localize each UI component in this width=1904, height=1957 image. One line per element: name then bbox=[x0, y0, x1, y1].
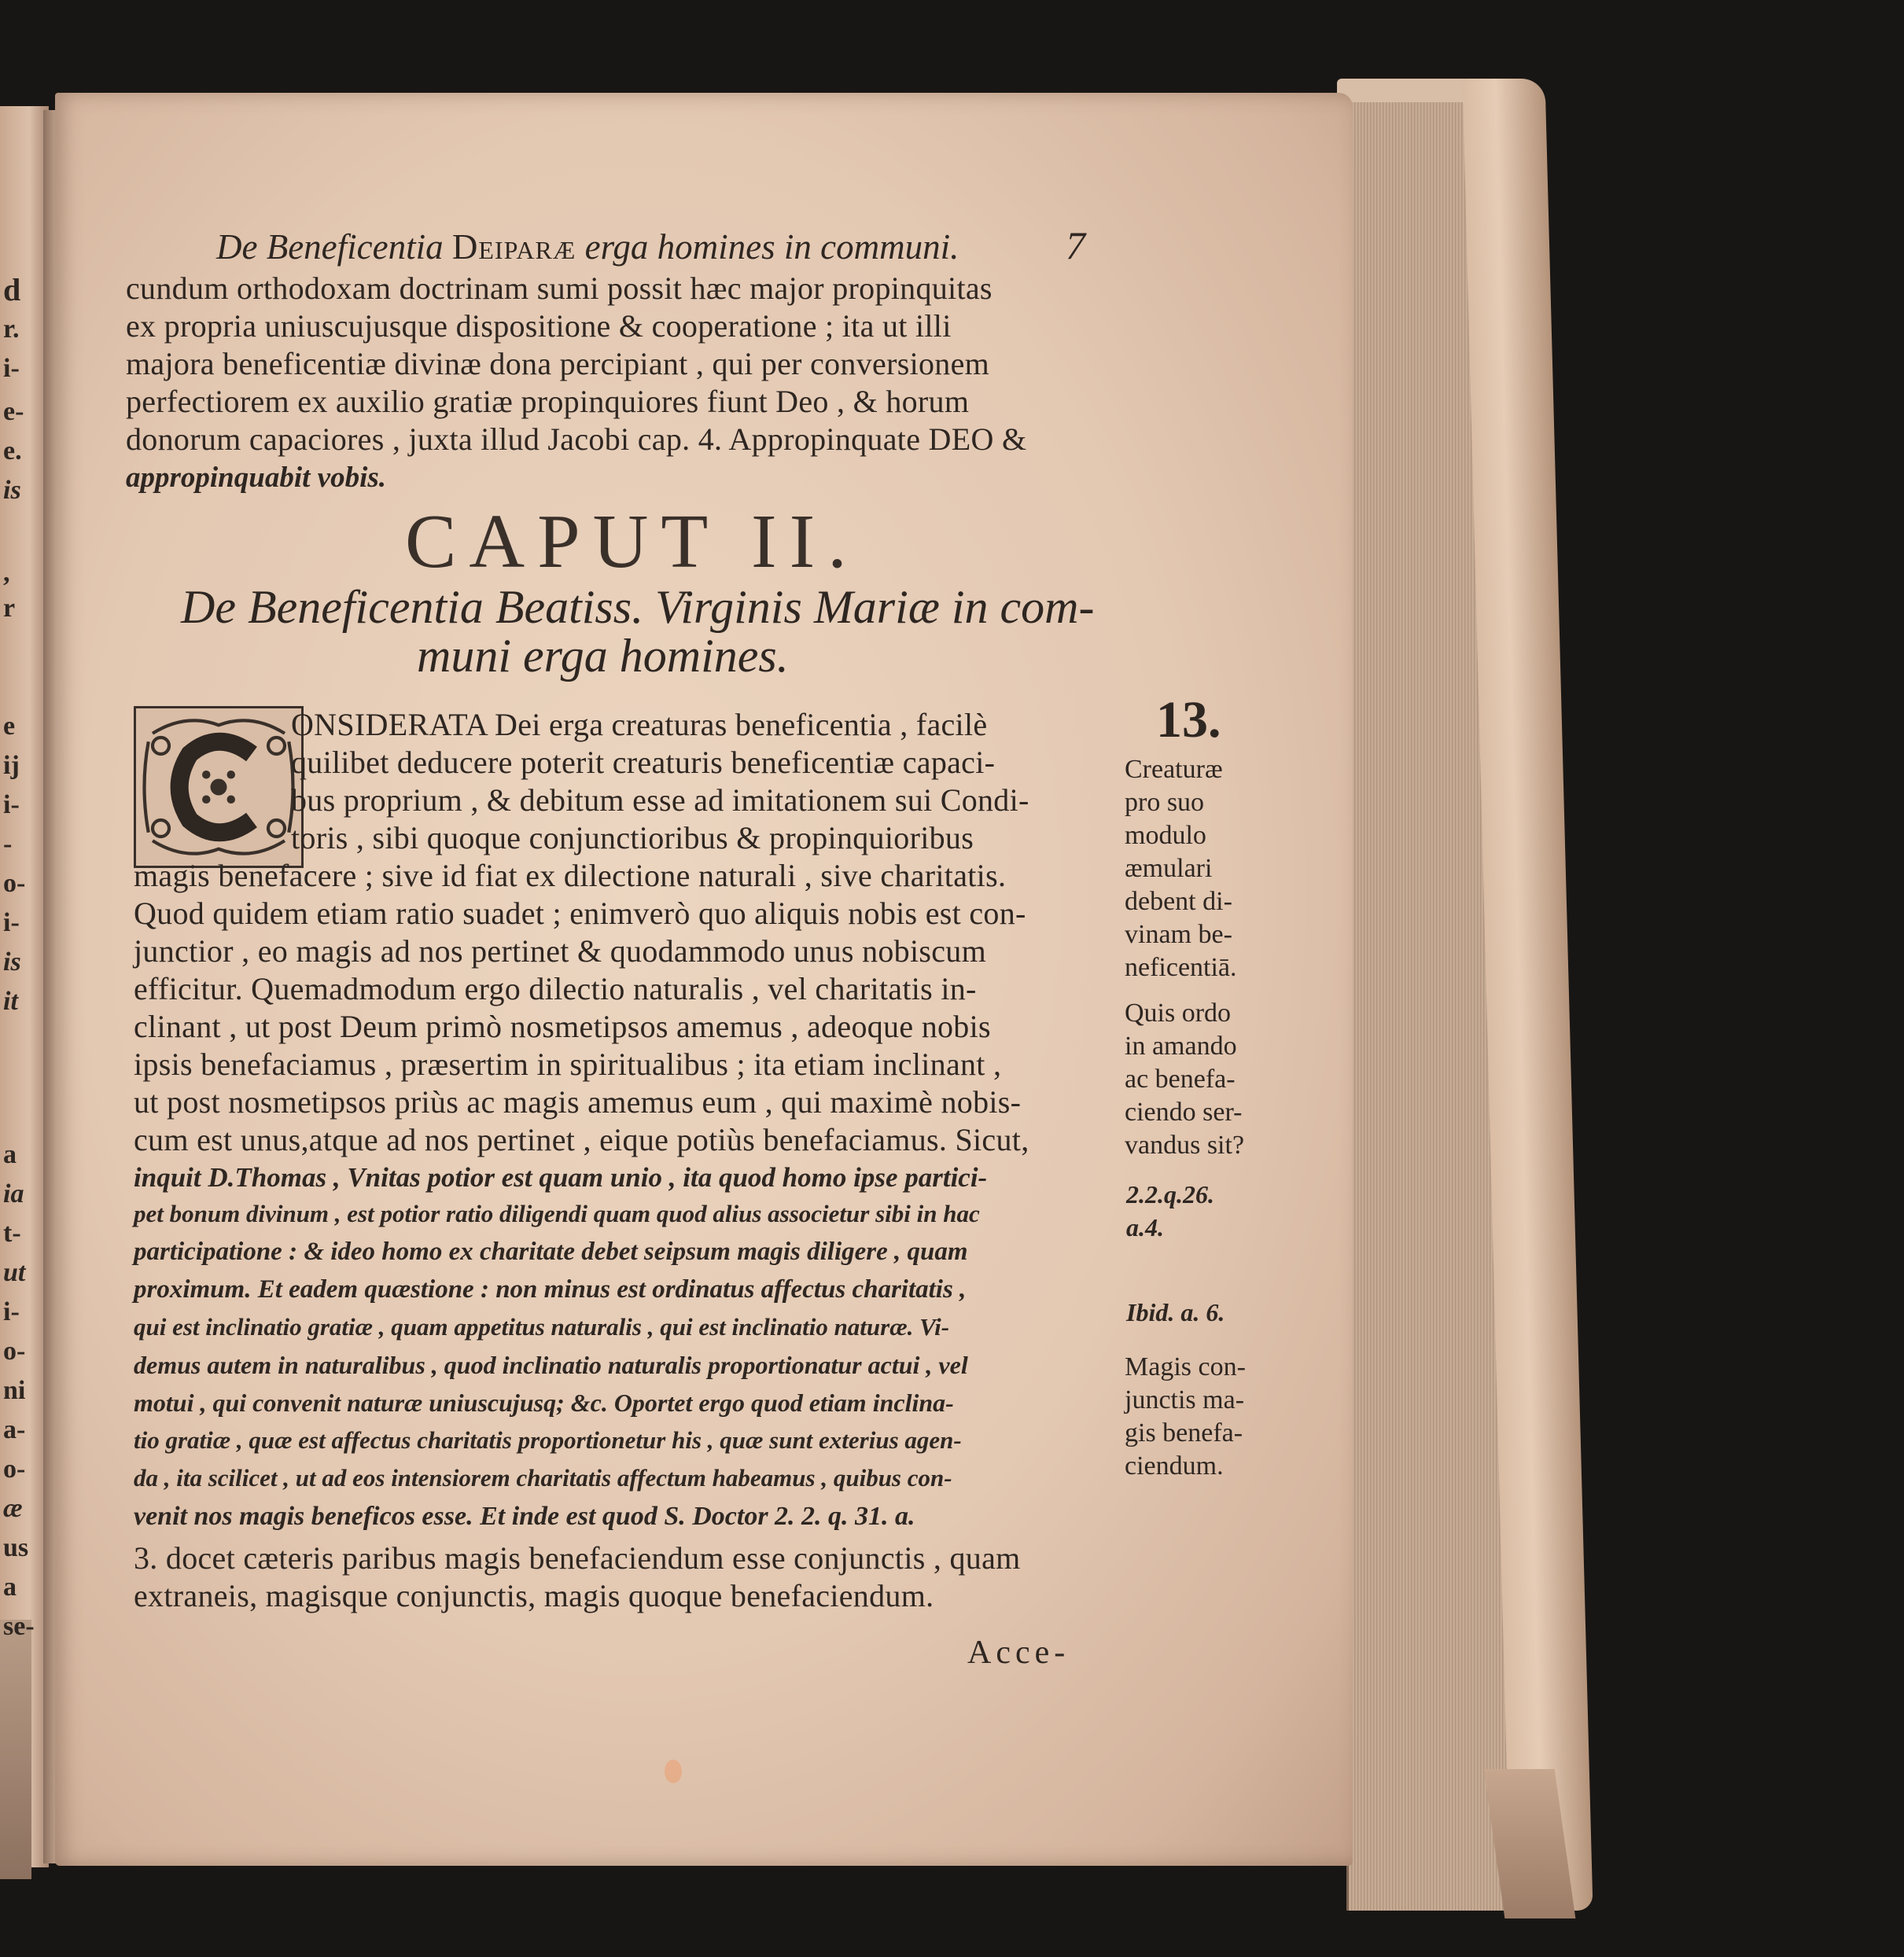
left-fragment: it bbox=[3, 987, 18, 1016]
left-page-corner bbox=[0, 1620, 31, 1879]
running-head-pre: De Beneficentia bbox=[216, 227, 452, 267]
text-line: proximum. Et eadem quæstione : non minus est ordinatus affectus charitatis , bbox=[134, 1275, 967, 1304]
margin-reference: Ibid. a. 6. bbox=[1126, 1298, 1225, 1326]
text-line: majora beneficentiæ divinæ dona percipiant , qui per conversionem bbox=[126, 346, 990, 381]
text-line: quilibet deducere poterit creaturis beneficentiæ capaci- bbox=[291, 745, 996, 780]
left-fragment: r bbox=[3, 594, 16, 623]
text-line: junctior , eo magis ad nos pertinet & quodammodo unus nobiscum bbox=[134, 933, 987, 969]
text-line: demus autem in naturalibus , quod inclinatio naturalis proportionatur actui , vel bbox=[134, 1351, 968, 1379]
margin-reference: 2.2.q.26. a.4. bbox=[1126, 1180, 1214, 1242]
left-fragment: r. bbox=[3, 315, 20, 344]
left-fragment: i- bbox=[3, 908, 20, 937]
chapter-title: CAPUT II. bbox=[405, 499, 860, 584]
text-line: efficitur. Quemadmodum ergo dilectio naturalis , vel charitatis in- bbox=[134, 971, 977, 1006]
left-fragment: o- bbox=[3, 869, 26, 898]
running-head-post: erga homines in communi. bbox=[576, 227, 959, 267]
chapter-subtitle-line: De Beneficentia Beatiss. Virginis Mariæ in com- bbox=[181, 581, 1095, 633]
left-fragment: e. bbox=[3, 436, 22, 465]
left-fragment: o- bbox=[3, 1337, 26, 1366]
catchword: Acce- bbox=[967, 1635, 1070, 1671]
left-fragment: æ bbox=[3, 1494, 23, 1523]
left-fragment: e- bbox=[3, 397, 24, 426]
text-line: motui , qui convenit naturæ uniuscujusq; &c. Oportet ergo quod etiam inclina- bbox=[134, 1389, 954, 1417]
text-line: clinant , ut post Deum primò nosmetipsos amemus , adeoque nobis bbox=[134, 1009, 991, 1044]
left-fragment: is bbox=[3, 476, 21, 505]
right-page bbox=[55, 93, 1353, 1866]
left-fragment: a bbox=[3, 1140, 17, 1169]
text-line: ONSIDERATA Dei erga creaturas beneficentia , facilè bbox=[291, 707, 988, 742]
text-line: ipsis benefaciamus , præsertim in spiritualibus ; ita etiam inclinant , bbox=[134, 1047, 1002, 1082]
left-fragment: e bbox=[3, 712, 16, 741]
left-fragment: o- bbox=[3, 1455, 26, 1484]
text-line: tio gratiæ , quæ est affectus charitatis proportionetur his , quæ sunt exterius agen- bbox=[134, 1426, 962, 1454]
left-fragment: - bbox=[3, 830, 13, 859]
margin-note: Quis ordo in amando ac benefa- ciendo ser- vandus sit? bbox=[1125, 999, 1245, 1160]
left-fragment: d bbox=[3, 272, 21, 307]
left-fragment: t- bbox=[3, 1219, 21, 1248]
text-line: perfectiorem ex auxilio gratiæ propinquiores fiunt Deo , & horum bbox=[126, 384, 970, 419]
text-line: da , ita scilicet , ut ad eos intensiorem charitatis affectum habeamus , quibus con- bbox=[134, 1464, 952, 1492]
text-line: participatione : & ideo homo ex charitate debet seipsum magis diligere , quam bbox=[134, 1238, 968, 1266]
text-line: cum est unus,atque ad nos pertinet , eique potiùs benefaciamus. Sicut, bbox=[134, 1122, 1029, 1157]
text-line: ex propria uniuscujusque dispositione & cooperatione ; ita ut illi bbox=[126, 308, 952, 344]
left-fragment: us bbox=[3, 1533, 29, 1562]
left-fragment: a bbox=[3, 1573, 17, 1602]
text-line: Quod quidem etiam ratio suadet ; enimverò quo aliquis nobis est con- bbox=[134, 896, 1026, 931]
paper-stain bbox=[665, 1760, 682, 1783]
text-line: qui est inclinatio gratiæ , quam appetitus naturalis , qui est inclinatio naturæ. Vi- bbox=[134, 1313, 950, 1341]
left-fragment: se- bbox=[3, 1612, 35, 1641]
text-line: inquit D.Thomas , Vnitas potior est quam unio , ita quod homo ipse partici- bbox=[134, 1162, 988, 1193]
text-line: bus proprium , & debitum esse ad imitationem sui Condi- bbox=[291, 782, 1029, 818]
margin-note: Creaturæ pro suo modulo æmulari debent di- vinam be- neficentiā. bbox=[1125, 755, 1237, 982]
margin-note: Magis con- junctis ma- gis benefa- ciendum. bbox=[1125, 1352, 1246, 1481]
text-line: ut post nosmetipsos priùs ac magis amemus eum , qui maximè nobis- bbox=[134, 1084, 1022, 1120]
left-fragment: i- bbox=[3, 1297, 20, 1326]
ornament-icon bbox=[136, 708, 301, 866]
left-fragment: i- bbox=[3, 354, 20, 383]
running-head-small-caps: Deiparæ bbox=[451, 227, 576, 267]
chapter-subtitle-line: muni erga homines. bbox=[417, 630, 789, 682]
text-line: appropinquabit vobis. bbox=[126, 462, 386, 494]
left-fragment: is bbox=[3, 947, 21, 977]
page-number: 7 bbox=[1066, 223, 1085, 267]
text-line: pet bonum divinum , est potior ratio diligendi quam quod alius associetur sibi in hac bbox=[134, 1200, 980, 1227]
text-line: magis benefacere ; sive id fiat ex dilectione naturali , sive charitatis. bbox=[134, 858, 1007, 893]
text-line: toris , sibi quoque conjunctioribus & propinquioribus bbox=[291, 820, 974, 855]
text-line: donorum capaciores , juxta illud Jacobi cap. 4. Appropinquate DEO & bbox=[126, 421, 1027, 457]
left-fragment: ij bbox=[3, 751, 20, 780]
text-line: extraneis, magisque conjunctis, magis quoque benefaciendum. bbox=[134, 1578, 934, 1613]
decorated-initial-c bbox=[134, 706, 304, 868]
left-fragment: i- bbox=[3, 790, 20, 819]
left-fragment: a- bbox=[3, 1415, 26, 1444]
left-fragment: ni bbox=[3, 1376, 26, 1405]
paragraph-number: 13. bbox=[1156, 691, 1221, 749]
left-fragment: ut bbox=[3, 1258, 26, 1287]
text-line: cundum orthodoxam doctrinam sumi possit hæc major propinquitas bbox=[126, 270, 993, 306]
left-fragment: ia bbox=[3, 1179, 24, 1208]
text-line: 3. docet cæteris paribus magis benefaciendum esse conjunctis , quam bbox=[134, 1540, 1021, 1576]
left-fragment: , bbox=[3, 558, 10, 587]
text-line: venit nos magis beneficos esse. Et inde est quod S. Doctor 2. 2. q. 31. a. bbox=[134, 1502, 915, 1531]
